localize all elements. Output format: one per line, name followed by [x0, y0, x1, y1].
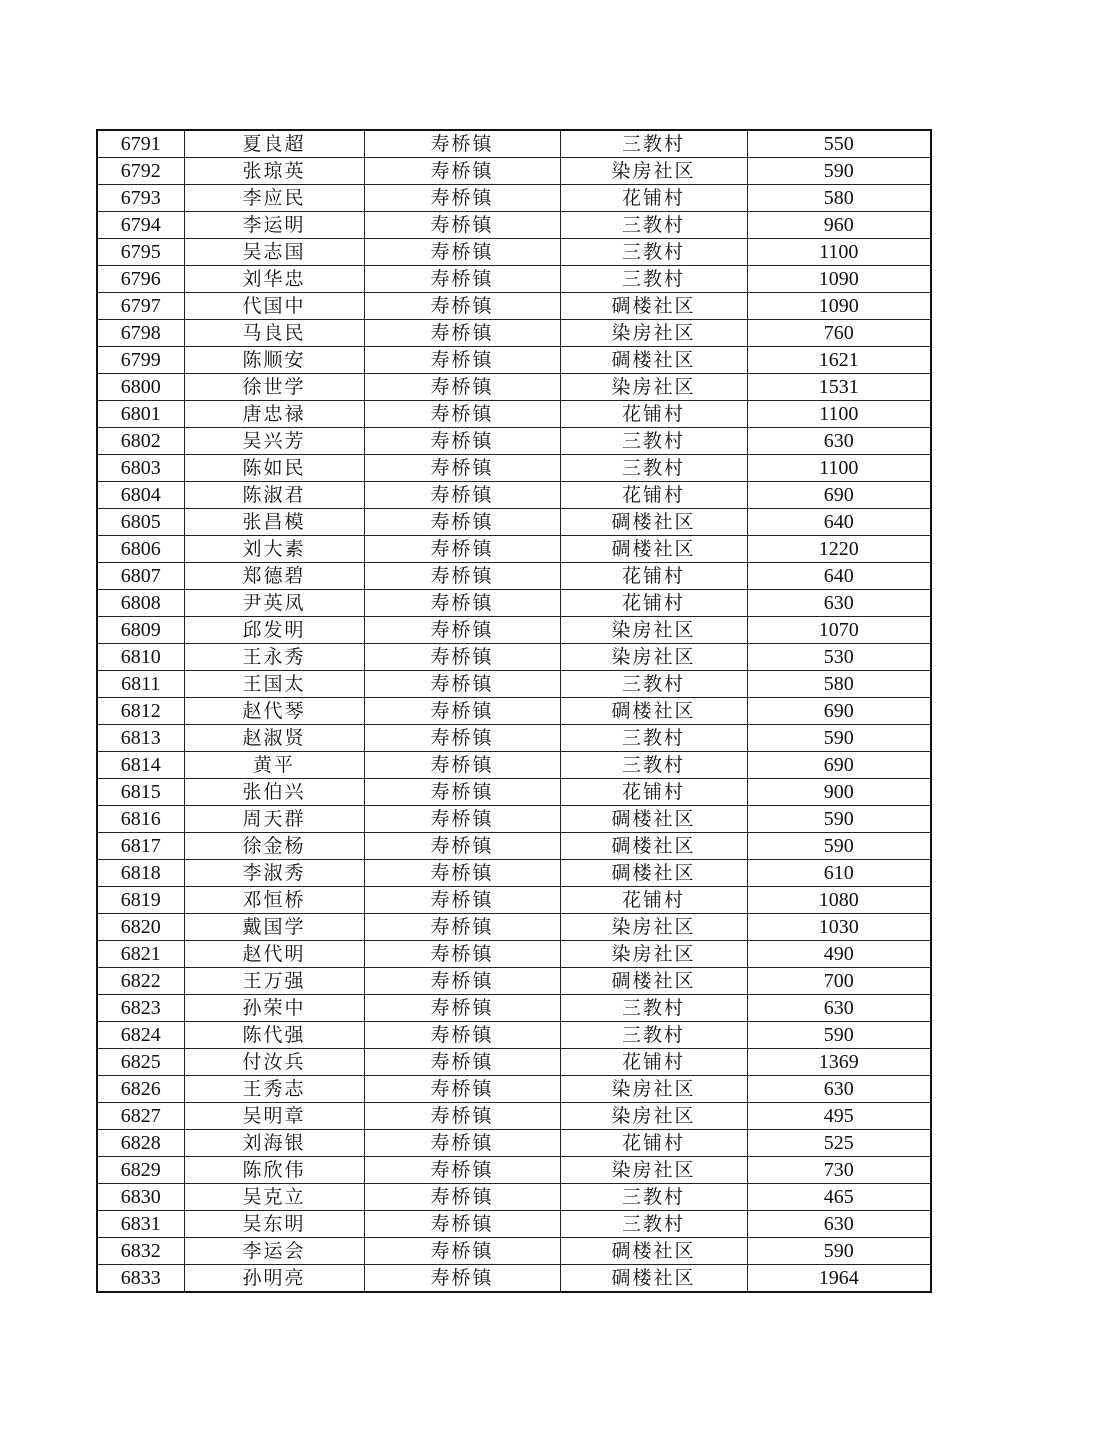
village-cell: 碉楼社区: [560, 293, 747, 320]
town-cell: 寿桥镇: [364, 374, 560, 401]
name-cell: 李淑秀: [184, 860, 364, 887]
table-row: [97, 617, 931, 644]
town-cell: 寿桥镇: [364, 887, 560, 914]
village-cell: 三教村: [560, 428, 747, 455]
village-cell: 碉楼社区: [560, 347, 747, 374]
town-cell: 寿桥镇: [364, 428, 560, 455]
table-row: [97, 1130, 931, 1157]
table-row: [97, 428, 931, 455]
town-cell: 寿桥镇: [364, 779, 560, 806]
amount-cell: 590: [747, 806, 931, 833]
name-cell: 郑德碧: [184, 563, 364, 590]
serial-number-cell: 6808: [97, 590, 184, 617]
village-cell: 花铺村: [560, 590, 747, 617]
name-cell: 吴明章: [184, 1103, 364, 1130]
serial-number-cell: 6816: [97, 806, 184, 833]
serial-number-cell: 6811: [97, 671, 184, 698]
table-row: [97, 725, 931, 752]
town-cell: 寿桥镇: [364, 941, 560, 968]
name-cell: 戴国学: [184, 914, 364, 941]
serial-number-cell: 6807: [97, 563, 184, 590]
town-cell: 寿桥镇: [364, 347, 560, 374]
serial-number-cell: 6805: [97, 509, 184, 536]
amount-cell: 1030: [747, 914, 931, 941]
table-row: [97, 1211, 931, 1238]
amount-cell: 1100: [747, 401, 931, 428]
amount-cell: 525: [747, 1130, 931, 1157]
table-row: [97, 671, 931, 698]
serial-number-cell: 6827: [97, 1103, 184, 1130]
town-cell: 寿桥镇: [364, 563, 560, 590]
town-cell: 寿桥镇: [364, 644, 560, 671]
town-cell: 寿桥镇: [364, 158, 560, 185]
name-cell: 吴克立: [184, 1184, 364, 1211]
village-cell: 花铺村: [560, 563, 747, 590]
table-row: [97, 833, 931, 860]
serial-number-cell: 6795: [97, 239, 184, 266]
name-cell: 王国太: [184, 671, 364, 698]
town-cell: 寿桥镇: [364, 212, 560, 239]
amount-cell: 700: [747, 968, 931, 995]
table-row: [97, 185, 931, 212]
serial-number-cell: 6801: [97, 401, 184, 428]
name-cell: 吴东明: [184, 1211, 364, 1238]
serial-number-cell: 6799: [97, 347, 184, 374]
name-cell: 张琼英: [184, 158, 364, 185]
amount-cell: 550: [747, 130, 931, 158]
name-cell: 王永秀: [184, 644, 364, 671]
town-cell: 寿桥镇: [364, 1211, 560, 1238]
town-cell: 寿桥镇: [364, 671, 560, 698]
name-cell: 李运会: [184, 1238, 364, 1265]
amount-cell: 590: [747, 833, 931, 860]
table-row: [97, 1076, 931, 1103]
table-row: [97, 482, 931, 509]
name-cell: 李应民: [184, 185, 364, 212]
serial-number-cell: 6820: [97, 914, 184, 941]
amount-cell: 690: [747, 752, 931, 779]
amount-cell: 590: [747, 158, 931, 185]
town-cell: 寿桥镇: [364, 860, 560, 887]
name-cell: 李运明: [184, 212, 364, 239]
town-cell: 寿桥镇: [364, 185, 560, 212]
table-row: [97, 941, 931, 968]
town-cell: 寿桥镇: [364, 482, 560, 509]
amount-cell: 1531: [747, 374, 931, 401]
table-row: [97, 1157, 931, 1184]
name-cell: 尹英凤: [184, 590, 364, 617]
name-cell: 赵代琴: [184, 698, 364, 725]
village-cell: 染房社区: [560, 158, 747, 185]
town-cell: 寿桥镇: [364, 914, 560, 941]
village-cell: 三教村: [560, 455, 747, 482]
amount-cell: 630: [747, 428, 931, 455]
village-cell: 三教村: [560, 752, 747, 779]
amount-cell: 630: [747, 590, 931, 617]
amount-cell: 640: [747, 509, 931, 536]
village-cell: 染房社区: [560, 617, 747, 644]
name-cell: 邓恒桥: [184, 887, 364, 914]
amount-cell: 580: [747, 671, 931, 698]
town-cell: 寿桥镇: [364, 617, 560, 644]
village-cell: 染房社区: [560, 644, 747, 671]
table-row: [97, 1265, 931, 1293]
name-cell: 王万强: [184, 968, 364, 995]
serial-number-cell: 6792: [97, 158, 184, 185]
village-cell: 花铺村: [560, 482, 747, 509]
amount-cell: 590: [747, 1238, 931, 1265]
amount-cell: 630: [747, 1076, 931, 1103]
table-row: [97, 401, 931, 428]
village-cell: 碉楼社区: [560, 536, 747, 563]
amount-cell: 730: [747, 1157, 931, 1184]
amount-cell: 1964: [747, 1265, 931, 1293]
serial-number-cell: 6824: [97, 1022, 184, 1049]
amount-cell: 1100: [747, 239, 931, 266]
table-row: [97, 914, 931, 941]
town-cell: 寿桥镇: [364, 833, 560, 860]
serial-number-cell: 6798: [97, 320, 184, 347]
amount-cell: 580: [747, 185, 931, 212]
name-cell: 黄平: [184, 752, 364, 779]
town-cell: 寿桥镇: [364, 752, 560, 779]
table-row: [97, 130, 931, 158]
village-cell: 三教村: [560, 212, 747, 239]
town-cell: 寿桥镇: [364, 1130, 560, 1157]
amount-cell: 1090: [747, 293, 931, 320]
town-cell: 寿桥镇: [364, 536, 560, 563]
table-row: [97, 347, 931, 374]
amount-cell: 1070: [747, 617, 931, 644]
name-cell: 陈如民: [184, 455, 364, 482]
name-cell: 赵代明: [184, 941, 364, 968]
village-cell: 染房社区: [560, 374, 747, 401]
name-cell: 刘华忠: [184, 266, 364, 293]
serial-number-cell: 6821: [97, 941, 184, 968]
village-cell: 碉楼社区: [560, 806, 747, 833]
name-cell: 代国中: [184, 293, 364, 320]
table-row: [97, 1022, 931, 1049]
town-cell: 寿桥镇: [364, 320, 560, 347]
serial-number-cell: 6832: [97, 1238, 184, 1265]
name-cell: 刘大素: [184, 536, 364, 563]
village-cell: 三教村: [560, 1184, 747, 1211]
village-cell: 染房社区: [560, 1103, 747, 1130]
name-cell: 陈欣伟: [184, 1157, 364, 1184]
serial-number-cell: 6825: [97, 1049, 184, 1076]
serial-number-cell: 6804: [97, 482, 184, 509]
amount-cell: 490: [747, 941, 931, 968]
town-cell: 寿桥镇: [364, 1265, 560, 1293]
serial-number-cell: 6830: [97, 1184, 184, 1211]
table-row: [97, 698, 931, 725]
serial-number-cell: 6815: [97, 779, 184, 806]
serial-number-cell: 6802: [97, 428, 184, 455]
amount-cell: 590: [747, 1022, 931, 1049]
name-cell: 吴志国: [184, 239, 364, 266]
serial-number-cell: 6794: [97, 212, 184, 239]
town-cell: 寿桥镇: [364, 1238, 560, 1265]
town-cell: 寿桥镇: [364, 1184, 560, 1211]
table-row: [97, 995, 931, 1022]
serial-number-cell: 6829: [97, 1157, 184, 1184]
name-cell: 孙明亮: [184, 1265, 364, 1293]
table-row: [97, 1103, 931, 1130]
amount-cell: 1100: [747, 455, 931, 482]
name-cell: 马良民: [184, 320, 364, 347]
name-cell: 刘海银: [184, 1130, 364, 1157]
name-cell: 唐忠禄: [184, 401, 364, 428]
village-cell: 花铺村: [560, 1130, 747, 1157]
table-row: [97, 860, 931, 887]
serial-number-cell: 6793: [97, 185, 184, 212]
town-cell: 寿桥镇: [364, 130, 560, 158]
amount-cell: 1621: [747, 347, 931, 374]
town-cell: 寿桥镇: [364, 995, 560, 1022]
name-cell: 张伯兴: [184, 779, 364, 806]
serial-number-cell: 6812: [97, 698, 184, 725]
amount-cell: 465: [747, 1184, 931, 1211]
village-cell: 染房社区: [560, 320, 747, 347]
name-cell: 陈代强: [184, 1022, 364, 1049]
serial-number-cell: 6819: [97, 887, 184, 914]
serial-number-cell: 6822: [97, 968, 184, 995]
village-cell: 花铺村: [560, 887, 747, 914]
serial-number-cell: 6833: [97, 1265, 184, 1293]
table-body: [97, 130, 931, 1292]
serial-number-cell: 6797: [97, 293, 184, 320]
table-row: [97, 1049, 931, 1076]
amount-cell: 900: [747, 779, 931, 806]
serial-number-cell: 6814: [97, 752, 184, 779]
name-cell: 邱发明: [184, 617, 364, 644]
town-cell: 寿桥镇: [364, 239, 560, 266]
table-row: [97, 779, 931, 806]
serial-number-cell: 6813: [97, 725, 184, 752]
amount-cell: 610: [747, 860, 931, 887]
table-row: [97, 752, 931, 779]
serial-number-cell: 6810: [97, 644, 184, 671]
serial-number-cell: 6817: [97, 833, 184, 860]
village-cell: 花铺村: [560, 185, 747, 212]
village-cell: 花铺村: [560, 1049, 747, 1076]
village-cell: 三教村: [560, 1211, 747, 1238]
amount-cell: 630: [747, 1211, 931, 1238]
name-cell: 赵淑贤: [184, 725, 364, 752]
serial-number-cell: 6828: [97, 1130, 184, 1157]
town-cell: 寿桥镇: [364, 725, 560, 752]
town-cell: 寿桥镇: [364, 698, 560, 725]
town-cell: 寿桥镇: [364, 1049, 560, 1076]
village-cell: 三教村: [560, 725, 747, 752]
serial-number-cell: 6831: [97, 1211, 184, 1238]
village-cell: 三教村: [560, 1022, 747, 1049]
village-cell: 碉楼社区: [560, 698, 747, 725]
table-row: [97, 158, 931, 185]
name-cell: 孙荣中: [184, 995, 364, 1022]
name-cell: 徐世学: [184, 374, 364, 401]
name-cell: 陈顺安: [184, 347, 364, 374]
table-row: [97, 320, 931, 347]
town-cell: 寿桥镇: [364, 1103, 560, 1130]
village-cell: 染房社区: [560, 1157, 747, 1184]
amount-cell: 495: [747, 1103, 931, 1130]
serial-number-cell: 6806: [97, 536, 184, 563]
village-cell: 三教村: [560, 239, 747, 266]
name-cell: 付汝兵: [184, 1049, 364, 1076]
village-cell: 三教村: [560, 995, 747, 1022]
amount-cell: 590: [747, 725, 931, 752]
table-row: [97, 968, 931, 995]
village-cell: 染房社区: [560, 941, 747, 968]
village-cell: 花铺村: [560, 779, 747, 806]
village-cell: 碉楼社区: [560, 968, 747, 995]
serial-number-cell: 6818: [97, 860, 184, 887]
village-cell: 三教村: [560, 130, 747, 158]
amount-cell: 1080: [747, 887, 931, 914]
name-cell: 吴兴芳: [184, 428, 364, 455]
table-row: [97, 374, 931, 401]
town-cell: 寿桥镇: [364, 266, 560, 293]
name-cell: 周天群: [184, 806, 364, 833]
village-cell: 染房社区: [560, 914, 747, 941]
name-cell: 王秀志: [184, 1076, 364, 1103]
village-cell: 三教村: [560, 266, 747, 293]
table-row: [97, 509, 931, 536]
amount-cell: 690: [747, 482, 931, 509]
serial-number-cell: 6800: [97, 374, 184, 401]
name-cell: 张昌模: [184, 509, 364, 536]
town-cell: 寿桥镇: [364, 590, 560, 617]
village-cell: 碉楼社区: [560, 860, 747, 887]
table-row: [97, 1238, 931, 1265]
amount-cell: 1090: [747, 266, 931, 293]
town-cell: 寿桥镇: [364, 293, 560, 320]
table-row: [97, 644, 931, 671]
amount-cell: 640: [747, 563, 931, 590]
town-cell: 寿桥镇: [364, 1022, 560, 1049]
serial-number-cell: 6826: [97, 1076, 184, 1103]
table-row: [97, 563, 931, 590]
data-table: [96, 129, 932, 1293]
village-cell: 染房社区: [560, 1076, 747, 1103]
amount-cell: 690: [747, 698, 931, 725]
town-cell: 寿桥镇: [364, 401, 560, 428]
amount-cell: 760: [747, 320, 931, 347]
village-cell: 碉楼社区: [560, 1265, 747, 1293]
table-row: [97, 887, 931, 914]
serial-number-cell: 6823: [97, 995, 184, 1022]
town-cell: 寿桥镇: [364, 968, 560, 995]
name-cell: 陈淑君: [184, 482, 364, 509]
table-row: [97, 1184, 931, 1211]
amount-cell: 1220: [747, 536, 931, 563]
table-row: [97, 239, 931, 266]
town-cell: 寿桥镇: [364, 509, 560, 536]
town-cell: 寿桥镇: [364, 1157, 560, 1184]
village-cell: 碉楼社区: [560, 833, 747, 860]
table-row: [97, 806, 931, 833]
serial-number-cell: 6809: [97, 617, 184, 644]
town-cell: 寿桥镇: [364, 455, 560, 482]
amount-cell: 960: [747, 212, 931, 239]
village-cell: 三教村: [560, 671, 747, 698]
table-row: [97, 212, 931, 239]
name-cell: 夏良超: [184, 130, 364, 158]
serial-number-cell: 6791: [97, 130, 184, 158]
table-row: [97, 455, 931, 482]
town-cell: 寿桥镇: [364, 1076, 560, 1103]
table-row: [97, 590, 931, 617]
amount-cell: 630: [747, 995, 931, 1022]
table-row: [97, 266, 931, 293]
table-row: [97, 536, 931, 563]
town-cell: 寿桥镇: [364, 806, 560, 833]
village-cell: 碉楼社区: [560, 1238, 747, 1265]
name-cell: 徐金杨: [184, 833, 364, 860]
village-cell: 花铺村: [560, 401, 747, 428]
amount-cell: 530: [747, 644, 931, 671]
village-cell: 碉楼社区: [560, 509, 747, 536]
serial-number-cell: 6803: [97, 455, 184, 482]
amount-cell: 1369: [747, 1049, 931, 1076]
table-row: [97, 293, 931, 320]
serial-number-cell: 6796: [97, 266, 184, 293]
